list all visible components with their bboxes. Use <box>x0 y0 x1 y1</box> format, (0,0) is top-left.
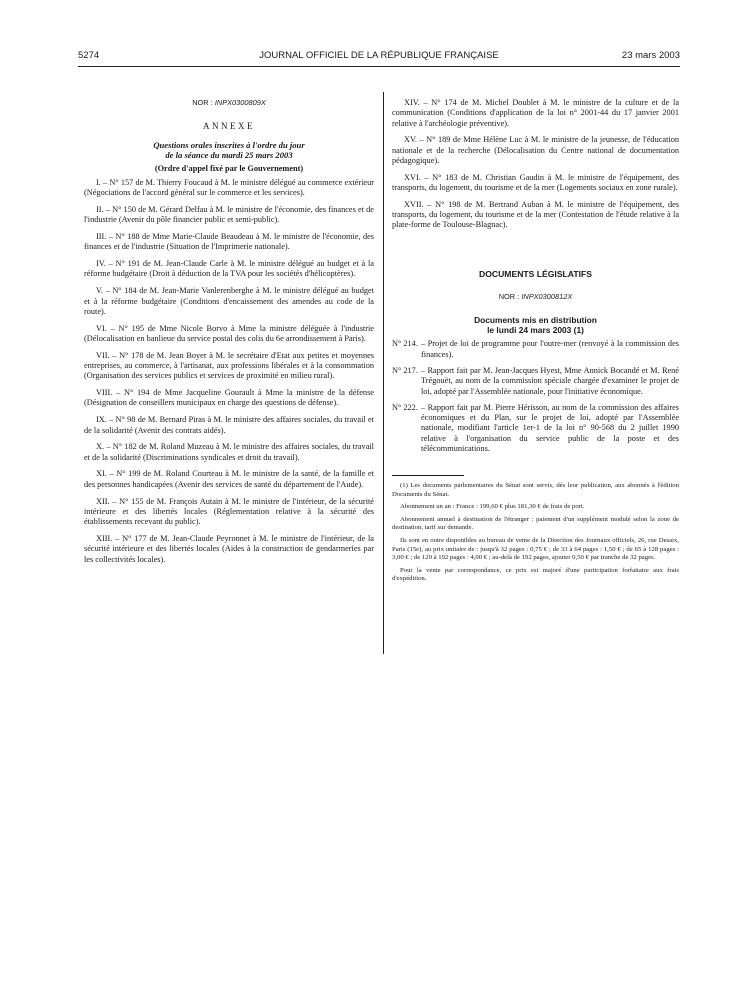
page-number: 5274 <box>78 50 100 61</box>
nor-reference-2 <box>392 292 679 302</box>
question-item: XII. – N° 155 de M. François Autain à M. le ministre de l'intérieur, de la sécurité intérieure et des libertés locales (Réglementation relative à la sécurité des établissements recevant du public). <box>84 496 374 527</box>
document-entry <box>392 339 679 360</box>
document-list <box>392 339 679 454</box>
question-item: I. – N° 157 de M. Thierry Foucaud à M. le ministre délégué au commerce extérieur (Négociations de l'accord général sur le commerce et les services). <box>84 177 374 198</box>
document-number: N° 222. <box>392 402 418 412</box>
question-item: VIII. – N° 194 de Mme Jacqueline Gourault à Mme la ministre de la défense (Désignation de conseillers municipaux en charge des questions de défense). <box>84 388 374 408</box>
distribution-title <box>392 315 679 335</box>
question-item: XI. – N° 199 de M. Roland Courteau à M. le ministre de la santé, de la famille et des personnes handicapées (Avenir des services de santé du département de l'Aude). <box>84 469 374 489</box>
document-number: N° 214. <box>392 339 418 349</box>
footnote: Abonnement un an : France : 199,60 € plus 181,30 € de frais de port. <box>400 503 585 511</box>
question-item: XIV. – N° 174 de M. Michel Doublet à M. le ministre de la culture et de la communication (Conditions d'application de la loi n° 2001-44 du 17 janvier 2001 relative à l'archéologie préventive). <box>392 98 679 128</box>
question-item: XVII. – N° 198 de M. Bertrand Auban à M. le ministre de l'équipement, des transports, du logement, du tourisme et de la mer (Contestation de l'étude relative à la plate-forme de Toulouse-Blagnac). <box>392 199 679 230</box>
question-list <box>84 178 374 565</box>
questions-title-line-2: de la séance du mardi 25 mars 2003 <box>165 149 293 160</box>
question-item: IV. – N° 191 de M. Jean-Claude Carle à M. le ministre délégué au budget et à la réforme budgétaire (Droit à déduction de la TVA pour les sociétés d'hélicoptères). <box>84 259 374 279</box>
header-rule <box>78 66 680 67</box>
left-column <box>84 98 374 571</box>
question-item: X. – N° 182 de M. Roland Muzeau à M. le ministre des affaires sociales, du travail et de la solidarité (Discriminations syndicales et droit du travail). <box>84 442 374 462</box>
page-header <box>78 50 680 64</box>
ordre-appel: (Ordre d'appel fixé par le Gouvernement) <box>154 163 304 173</box>
footnote: Ils sont en outre disponibles au bureau de vente de la Direction des Journaux officiels, 26, rue Desaix, Paris (15e), au prix unitaire de : jusqu'à 32 pages : 0,75 € ; de 33 à 64 pages : 1,50 € ; de 65 à 128 pages : 3,00 € ; de 129 à 192 pages : 4,00 € ; au-delà de 192 pages, ajouter 0,50 € par tranche de 32 pages. <box>392 536 679 562</box>
journal-title: JOURNAL OFFICIEL DE LA RÉPUBLIQUE FRANÇAISE <box>259 50 499 61</box>
nor-reference <box>84 98 374 108</box>
footnote-rule <box>392 475 464 476</box>
distribution-title-line-1: Documents mis en distribution <box>474 315 597 326</box>
document-number: N° 217. <box>392 365 418 375</box>
nor-label: NOR : <box>498 292 520 302</box>
question-item: III. – N° 188 de Mme Marie-Claude Beaudeau à M. le ministre de l'économie, des finances et de l'industrie (Situation de l'Imprimerie nationale). <box>84 232 374 252</box>
question-item: XVI. – N° 183 de M. Christian Gaudin à M. le ministre de l'équipement, des transports, du logement, du tourisme et de la mer (Logements sociaux en zone rurale). <box>392 172 679 193</box>
question-item: IX. – N° 98 de M. Bernard Piras à M. le ministre des affaires sociales, du travail et de la solidarité (Avenir des contrats aidés). <box>84 415 374 435</box>
column-divider <box>383 92 384 654</box>
question-item: V. – N° 184 de M. Jean-Marie Vanlerenberghe à M. le ministre délégué au budget et à la réforme budgétaire (Conditions d'encaissement des amendes au code de la route). <box>84 286 374 316</box>
question-item: VI. – N° 195 de Mme Nicole Borvo à Mme la ministre déléguée à l'industrie (Délocalisation en banlieue du service postal des colis du 6e arrondissement à Paris). <box>84 323 374 343</box>
questions-title <box>84 140 374 160</box>
footnote: Abonnement annuel à destination de l'étranger : paiement d'un supplément modulé selon la zone de destination, tarif sur demande. <box>392 515 679 532</box>
annexe-heading: ANNEXE <box>203 121 255 132</box>
distribution-title-line-2: le lundi 24 mars 2003 (1) <box>487 325 584 336</box>
nor-label: NOR : <box>192 98 213 107</box>
document-entry <box>392 403 679 454</box>
documents-legislatifs-heading: DOCUMENTS LÉGISLATIFS <box>479 268 592 279</box>
document-description: – Rapport fait par M. Pierre Hérisson, au nom de la commission des affaires économiques et du Plan, sur le projet de loi, adopté par l'Assemblée nationale, modifiant l'article 1er-1 de la loi n° 90-568 du 2 juillet 1990 relative à l'organisation du service public de la poste et des télécommunications. <box>421 402 679 454</box>
issue-date: 23 mars 2003 <box>621 50 680 61</box>
questions-title-line-1: Questions orales inscrites à l'ordre du jour <box>153 139 305 150</box>
right-column <box>392 98 679 460</box>
footnotes <box>392 475 679 588</box>
question-list-continued <box>392 98 679 231</box>
nor-code: INPX0300809X <box>214 98 266 107</box>
document-description: – Projet de loi de programme pour l'outre-mer (renvoyé à la commission des finances). <box>421 339 679 359</box>
question-item: II. – N° 150 de M. Gérard Delfau à M. le ministre de l'économie, des finances et de l'industrie (Avenir du pôle financier public et semi-public). <box>84 204 374 225</box>
question-item: VII. – N° 178 de M. Jean Boyer à M. le secrétaire d'Etat aux petites et moyennes entreprises, au commerce, à l'artisanat, aux professions libérales et à la consommation (Organisation des services publics et services de proximité en milieu rural). <box>84 350 374 381</box>
footnote: Pour la vente par correspondance, ce prix est majoré d'une participation forfaitaire aux frais d'expédition. <box>392 566 679 583</box>
nor-code: INPX0300812X <box>521 292 573 302</box>
document-description: – Rapport fait par M. Jean-Jacques Hyest, Mme Annick Bocandé et M. René Trégouët, au nom de la commission spéciale chargée d'examiner le projet de loi, adopté par l'Assemblée nationale, pour l'initiative économique. <box>421 365 679 396</box>
question-item: XV. – N° 189 de Mme Hélène Luc à M. le ministre de la jeunesse, de l'éducation nationale et de la recherche (Délocalisation du Centre national de documentation pédagogique). <box>392 135 679 165</box>
question-item: XIII. – N° 177 de M. Jean-Claude Peyronnet à M. le ministre de l'intérieur, de la sécurité intérieure et des libertés locales (Aides à la construction de gendarmeries par les collectivités locales). <box>84 533 374 564</box>
footnote: (1) Les documents parlementaires du Sénat sont servis, dès leur publication, aux abonnés à l'édition Documents du Sénat. <box>392 482 679 498</box>
document-entry <box>392 366 679 397</box>
